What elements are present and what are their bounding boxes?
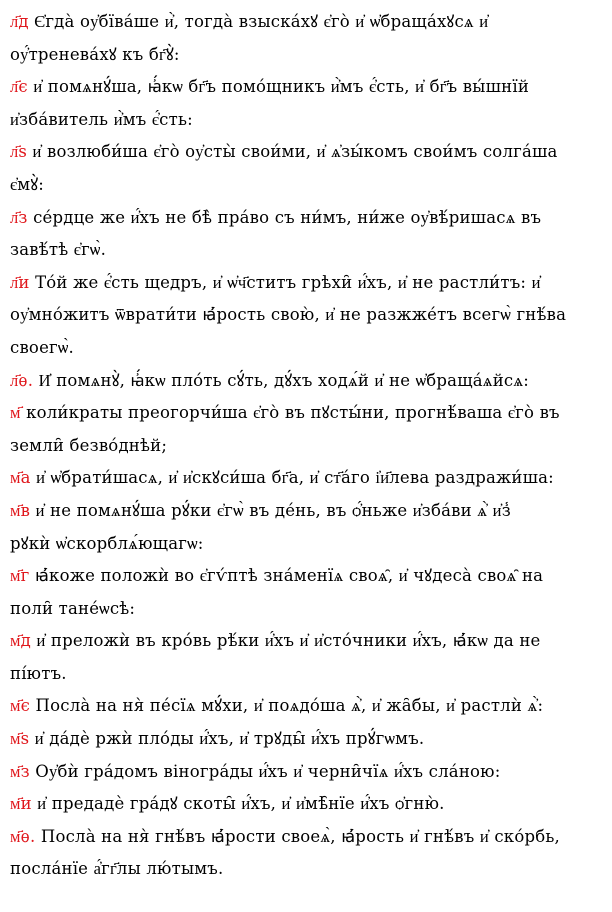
verse: [10, 267, 602, 365]
verse-line: [10, 234, 602, 267]
verse-text: се́рдце же и҆́хъ не бѣ̀ пра́во съ ни́мъ, ни́же оу҆вѣ́ришасѧ въ: [27, 207, 542, 227]
verse-number: м҃: [10, 403, 21, 423]
verse-line: [10, 853, 602, 886]
verse: [10, 397, 602, 462]
verse-line: [10, 528, 602, 561]
verse-line: [10, 495, 602, 528]
verse-text: земли̑ безво́днѣй;: [10, 435, 168, 455]
verse: [10, 756, 602, 789]
verse-number: м҃ѕ: [10, 729, 30, 749]
verse-number: л҃з: [10, 207, 28, 227]
verse: [10, 560, 602, 625]
verse: [10, 71, 602, 136]
verse-text: пі́ютъ.: [10, 663, 67, 683]
verse-line: [10, 332, 602, 365]
verse-text: и҆ ѡ҆брати́шасѧ, и҆ и҆скꙋси́ша бг҃а, и҆ ст҃а́го і҆и҃лева раздражи́ша:: [30, 468, 554, 488]
verse: [10, 365, 602, 398]
verse-text: Є҆гда̀ оу҆бїва́ше и҆̀, тогда̀ взыска́хꙋ є҆го̀ и҆ ѡ҆браща́хꙋсѧ и҆: [28, 12, 489, 31]
verse-text: є҆мꙋ̀:: [10, 174, 45, 194]
verse-line: [10, 690, 602, 723]
verse-number: л҃и: [10, 272, 30, 292]
verse-text: рꙋкѝ ѡ҆скорблѧ́ющагѡ:: [10, 533, 204, 553]
verse-line: [10, 723, 602, 756]
verse-number: м҃а: [10, 468, 31, 488]
verse-text: оу҆́тренева́хꙋ къ бг҃ꙋ̀:: [10, 44, 180, 64]
verse-line: [10, 625, 602, 658]
verse-line: [10, 267, 602, 300]
verse-line: [10, 104, 602, 137]
verse: [10, 136, 602, 201]
verse-text: И҆ помѧнꙋ̀, ꙗ҆́кѡ пло́ть сꙋ́ть, дꙋ́хъ ходѧ́й и҆ не ѡ҆браща́ѧйсѧ:: [33, 370, 530, 390]
verse-number: м҃ѳ.: [10, 826, 36, 846]
verse-number: м҃в: [10, 500, 31, 520]
verse-number: л҃ѳ.: [10, 370, 34, 390]
verse-text: То́й же є҆́сть щедръ, и҆ ѡ҆ч҃ститъ грѣхи̑ и҆́хъ, и҆ не растли́тъ: и҆: [29, 272, 541, 292]
verse-line: [10, 788, 602, 821]
verse-line: [10, 39, 602, 72]
verse-text: и҆ предадѐ гра́дꙋ скоты̑ и҆́хъ, и҆ и҆мѣ̑нїе и҆́хъ ѻ҆гню̀.: [31, 794, 445, 814]
verse-text: коли́краты преогорчи́ша є҆го̀ въ пꙋсты́ни, прогнѣ́ваша є҆го̀ въ: [20, 403, 560, 423]
verse-text: Посла̀ на ня̀ гнѣ́въ ꙗ҆́рости своеѧ̀, ꙗ҆́рость и҆ гнѣ́въ и҆ ско́рбь,: [35, 826, 560, 846]
verse-text: и҆ да́дѐ ржѝ пло́ды и҆́хъ, и҆ трꙋды̑ и҆́хъ прꙋ́гѡмъ.: [29, 729, 425, 749]
verse-line: [10, 169, 602, 202]
verse: [10, 690, 602, 723]
verse-line: [10, 821, 602, 854]
verse-line: [10, 756, 602, 789]
verse: [10, 462, 602, 495]
verse-number: м҃є: [10, 696, 31, 716]
verse-line: [10, 136, 602, 169]
verse-number: л҃ѕ: [10, 142, 28, 162]
verse-number: л҃д: [10, 12, 29, 31]
verse: [10, 821, 602, 886]
verse: [10, 202, 602, 267]
verse-line: [10, 6, 602, 39]
verse: [10, 495, 602, 560]
verse-number: м҃д: [10, 631, 32, 651]
verse: [10, 6, 602, 71]
verse-number: м҃г: [10, 566, 30, 586]
verse-text: завѣ́тѣ є҆гѡ̀.: [10, 240, 107, 260]
verse-line: [10, 202, 602, 235]
verse-line: [10, 560, 602, 593]
verse-number: л҃є: [10, 77, 28, 97]
verse-line: [10, 365, 602, 398]
verse: [10, 788, 602, 821]
verse-line: [10, 462, 602, 495]
verse-line: [10, 299, 602, 332]
verse-line: [10, 430, 602, 463]
verse-text: и҆ помѧнꙋ́ша, ꙗ҆́кѡ бг҃ъ помо́щникъ и҆̀мъ є҆́сть, и҆ бг҃ъ вы́шнїй: [27, 77, 530, 97]
verse-text: ꙗ҆́коже положѝ во є҆гѵ́птѣ зна́менїѧ своѧ̑, и҆ чꙋдеса̀ своѧ̑ на: [29, 566, 544, 586]
verse-text: и҆ не помѧнꙋ́ша рꙋ́ки є҆гѡ̀ въ де́нь, въ ѻ҆́ньже и҆зба́ви ѧ҆̀ и҆з̾: [30, 500, 511, 520]
verse-text: оу҆мно́житъ ѿврати́ти ꙗ҆́рость свою̀, и҆ не разжже́тъ всегѡ̀ гнѣ́ва: [10, 305, 567, 325]
verse-number: м҃и: [10, 794, 32, 814]
verse-line: [10, 397, 602, 430]
verse-text: посла́нїе а҆́гг҃лы лю́тымъ.: [10, 859, 224, 879]
verse-text: и҆ возлюби́ша є҆го̀ оу҆сты̀ свои́ми, и҆ ѧ҆зы́комъ свои́мъ солга́ша: [27, 142, 558, 162]
verse-text: Посла̀ на ня̀ пе́сїѧ мꙋ́хи, и҆ поѧдо́ша ѧ҆̀, и҆ жа̑бы, и҆ растлѝ ѧ҆̀:: [30, 696, 544, 716]
verse-number: м҃з: [10, 761, 30, 781]
verse-text: и҆ преложѝ въ кро́вь рѣ́ки и҆́хъ и҆ и҆сто́чники и҆́хъ, ꙗ҆́кѡ да не: [31, 631, 541, 651]
verse: [10, 625, 602, 690]
verse-text: поли̑ тане́ѡсѣ:: [10, 598, 136, 618]
verse-text: своегѡ̀.: [10, 337, 74, 357]
verse: [10, 723, 602, 756]
verse-text: Оу҆бѝ гра́домъ віногра́ды и҆́хъ и҆ черни̑чїѧ и҆́хъ сла́ною:: [29, 761, 501, 781]
verse-line: [10, 71, 602, 104]
verse-line: [10, 658, 602, 691]
verse-text: и҆зба́витель и҆̀мъ є҆́сть:: [10, 109, 193, 129]
verse-line: [10, 593, 602, 626]
